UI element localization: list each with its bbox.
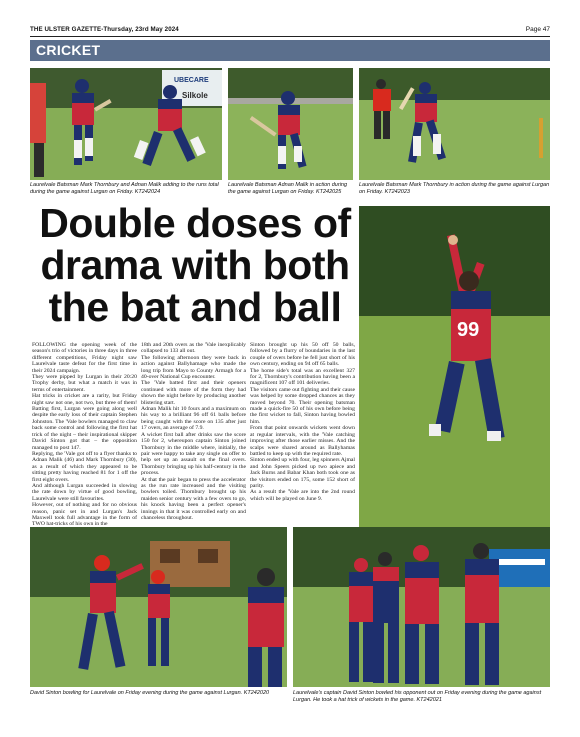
caption-bottom-left: David Sinton bowling for Laurelvale on Friday evening during the game against Lurgan. KT242020 bbox=[30, 690, 270, 696]
photo-team-celebration bbox=[293, 527, 550, 687]
jersey-number: 99 bbox=[457, 319, 480, 341]
caption-top-right: Laurelvale Batsman Mark Thornbury in action during the game against Lurgan on Friday. KT242023 bbox=[359, 182, 550, 195]
section-bar bbox=[30, 40, 550, 61]
masthead bbox=[30, 26, 550, 37]
sign-text-2: Silkole bbox=[182, 91, 208, 100]
article-column-3: Sinton brought up his 50 off 50 balls, followed by a flurry of boundaries in the last couple of overs before he fell just short of his own century, ending on 94 off 65 balls. The home side's total was an excellent 327 for 2, Thornbury's contribution having been a magnificent 107 off 101 deliveries. The visitors came out fighting and their cause was helped by some dropped chances as they moved beyond 70. Their opening batsman made a quick-fire 50 of his own before being the first wicket to fall, Sinton having bowled him. From that point onwards wickets went down at regular intervals, with the 'Vale catching improving after those earlier misses. And the scalps were shared around as Ballyhamas battled to keep up with the required rate. Sinton ended up with four, leg spinners Ajmal and John Speers picked up two apiece and Jack Burns and Babar Khan both took one as the visitors ended on 175, some 152 short of parity. As a result the 'Vale are into the 2nd round which will be played on June 9. bbox=[250, 342, 355, 502]
paper-date-line: THE ULSTER GAZETTE-Thursday, 23rd May 2024 bbox=[30, 26, 179, 33]
caption-top-middle: Laurelvale Batsman Adnan Malik in action during the game against Lurgan on Friday. KT242025 bbox=[228, 182, 348, 195]
caption-top-left: Laurelvale Batsman Mark Thornbury and Adnan Malik adding to the runs total during the game against Lurgan on Friday. KT242024 bbox=[30, 182, 219, 195]
headline-line-3: the bat and ball bbox=[48, 284, 342, 330]
photo-thornbury-batting bbox=[359, 68, 550, 180]
photo-adnan-malik-batting bbox=[228, 68, 353, 180]
headline-line-2: drama with both bbox=[40, 242, 350, 288]
headline-line-1: Double doses of bbox=[39, 200, 351, 246]
photo-batsmen-running bbox=[30, 68, 222, 180]
section-label: CRICKET bbox=[36, 42, 101, 58]
page-number: Page 47 bbox=[525, 26, 550, 33]
headline bbox=[32, 202, 358, 328]
photo-jack-burns-bowling bbox=[359, 206, 550, 531]
article-column-1: FOLLOWING the opening week of the season's trio of victories in three days in three different competitions, Friday night saw Laurelvale taste defeat for the first time in their 2024 campaign. They were pipped by Lurgan in their 20:20 Trophy derby, but what a match it was in terms of entertainment. Hat tricks in cricket are a rarity, but Friday night saw not one, not two, but three of them! Batting first, Lurgan were going along well despite the early loss of their captain Stephen Johnston. The 'Vale bowlers managed to claw back some control and following the first hat trick of the night – their inspirational skipper David Sinton got that – the opposition managed to post 147. Replying, the 'Vale got off to a flyer thanks to Adnan Malik (46) and Mark Thornbury (30), as a result of which they appeared to be sitting pretty having reached 81 for 1 off the first eight overs. And although Lurgan succeeded in slowing the rate down by virtue of good bowling, Laurelvale were still favourites. However, out of nothing and for no obvious reason, panic set in and Lurgan's Jack Maxwell took full advantage in the form of TWO hat-tricks of his own in the bbox=[32, 342, 137, 528]
caption-bottom-right: Laurelvale's captain David Sinton bowled his opponent out on Friday evening during the game against Lurgan. He took a hat trick of wickets in the game. KT242021 bbox=[293, 690, 542, 703]
sign-text-1: UBECARE bbox=[174, 77, 209, 84]
article-column-2: 18th and 20th overs as the 'Vale inexplicably collapsed to 133 all out. The following afternoon they were back in action against Ballyhamage who made the long trip from Mayo to County Armagh for a 40-over National Cup encounter. The 'Vale batted first and their openers continued with more of the form they had shown the night before by producing another blistering start. Adnan Malik hit 10 fours and a maximum on his way to a brilliant 96 off 61 balls before being caught with the score on 135 after just 17 overs, an average of 7.9. A wicket first ball after drinks saw the score 150 for 2, whereupon captain Sinton joined Thornbury in the middle where, initially, the pair were happy to take any single on offer to help set up an assault on the final overs. Thornbury bringing up his half-century in the process. At that the pair began to press the accelerator as the run rate increased and the visiting bowlers toiled. Thornbury brought up his maiden senior century with a few overs to go, his knock having been a perfect opener's innings in that it was controlled early on and chanceless throughout. bbox=[141, 342, 246, 521]
photo-david-sinton-bowling bbox=[30, 527, 287, 687]
